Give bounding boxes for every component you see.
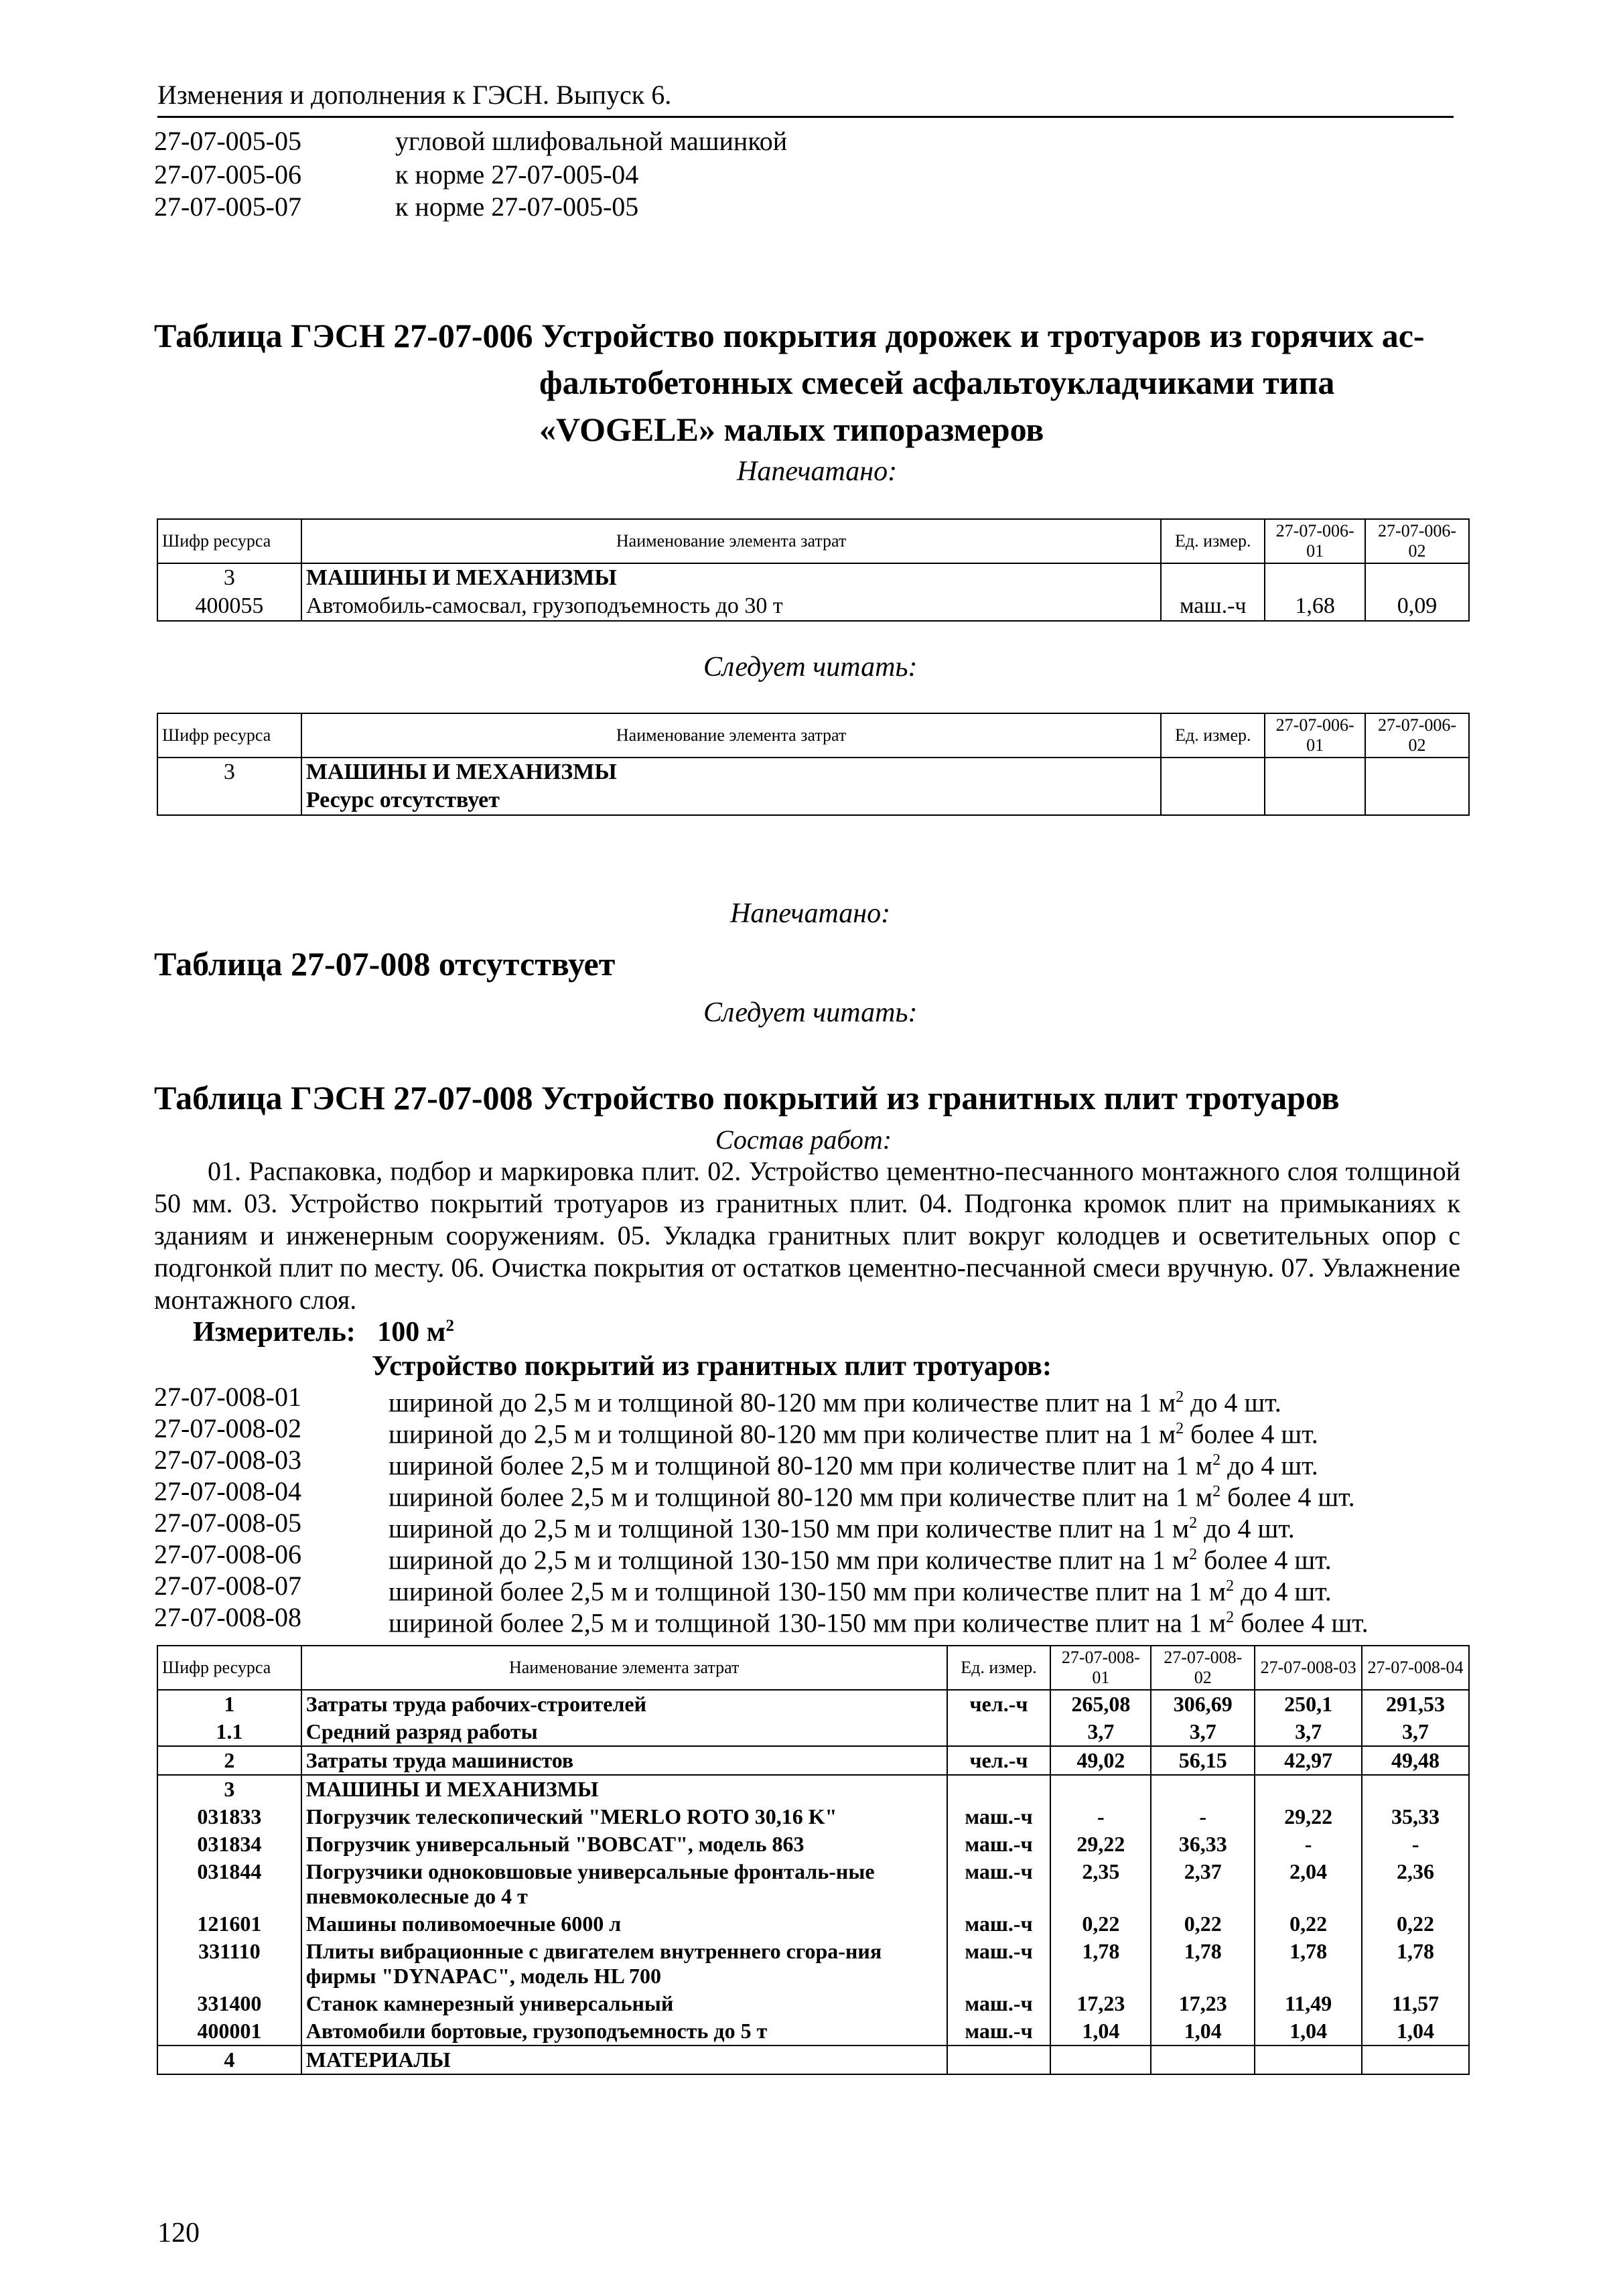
table-008-title: Таблица ГЭСН 27-07-008 Устройство покрытий из гранитных плит тротуаров bbox=[154, 1079, 1340, 1117]
cell-unit bbox=[947, 2046, 1051, 2074]
cell-name: Погрузчик универсальный "BOBCAT", модель 863 bbox=[301, 1831, 947, 1858]
cell-v1 bbox=[1050, 1775, 1151, 1803]
variant-code: 27-07-008-06 bbox=[154, 1539, 301, 1569]
cell-v2 bbox=[1151, 2046, 1255, 2074]
variant-text-pre: шириной до 2,5 м и толщиной 80-120 мм при количестве плит на 1 м bbox=[389, 1419, 1176, 1449]
variant-text-pre: шириной более 2,5 м и толщиной 80-120 мм при количестве плит на 1 м bbox=[389, 1450, 1213, 1481]
cell-code: 400001 bbox=[157, 2017, 301, 2046]
cell-name: Затраты труда рабочих-строителей bbox=[301, 1690, 947, 1718]
cell-unit bbox=[947, 1718, 1051, 1746]
cell-name: Автомобили бортовые, грузоподъемность до 5 т bbox=[301, 2017, 947, 2046]
header-col2: 27-07-008-02 bbox=[1151, 1646, 1255, 1690]
cell-name: Затраты труда машинистов bbox=[301, 1746, 947, 1775]
intro-code: 27-07-005-05 bbox=[154, 126, 301, 156]
cell-code bbox=[157, 786, 301, 815]
cell-v3 bbox=[1255, 2046, 1362, 2074]
table-row bbox=[157, 758, 1469, 786]
variant-code: 27-07-008-08 bbox=[154, 1602, 301, 1632]
measurer-label: Измеритель: bbox=[193, 1317, 356, 1348]
cell-name: МАШИНЫ И МЕХАНИЗМЫ bbox=[301, 758, 1162, 786]
table-row bbox=[157, 1910, 1469, 1938]
cell-v4 bbox=[1362, 1775, 1469, 1803]
cell-code: 121601 bbox=[157, 1910, 301, 1938]
header-name: Наименование элемента затрат bbox=[301, 519, 1161, 563]
cell-v4: 49,48 bbox=[1362, 1746, 1469, 1775]
cell-code: 031834 bbox=[157, 1831, 301, 1858]
cell-v2: 2,37 bbox=[1151, 1858, 1255, 1910]
table-006-should-read bbox=[157, 713, 1470, 816]
cell-v1: 1,78 bbox=[1050, 1938, 1151, 1990]
cell-v2 bbox=[1151, 1775, 1255, 1803]
header-col2: 27-07-006-02 bbox=[1365, 519, 1469, 563]
composition-text: 01. Распаковка, подбор и маркировка плит. 02. Устройство цементно-песчанного монтажного слоя толщиной 50 мм. 03. Устройство покрытий тротуаров из гранитных плит. 04. Подгонка кромок плит на примыканиях к зданиям и инженерным сооружениям. 05. Укладка гранитных плит вокруг колодцев и осветительных опор с подгонкой плит по месту. 06. Очистка покрытия от остатков цементно-песчанной смеси вручную. 07. Увлажнение монтажного слоя. bbox=[154, 1156, 1460, 1315]
cell-v2 bbox=[1365, 563, 1469, 592]
variant-text-pre: шириной более 2,5 м и толщиной 130-150 мм при количестве плит на 1 м bbox=[389, 1607, 1227, 1638]
header-code: Шифр ресурса bbox=[157, 1646, 301, 1690]
variant-text-post: более 4 шт. bbox=[1234, 1607, 1369, 1638]
cell-name: Средний разряд работы bbox=[301, 1718, 947, 1746]
variant-sup: 2 bbox=[1226, 1609, 1235, 1626]
cell-code: 031833 bbox=[157, 1803, 301, 1831]
cell-v4 bbox=[1362, 2046, 1469, 2074]
cell-v3: - bbox=[1255, 1831, 1362, 1858]
table-header-row bbox=[157, 1646, 1469, 1690]
header-col1: 27-07-008-01 bbox=[1050, 1646, 1151, 1690]
variant-code: 27-07-008-05 bbox=[154, 1508, 301, 1538]
cell-v2: 0,09 bbox=[1365, 592, 1469, 621]
variant-text-post: до 4 шт. bbox=[1197, 1513, 1295, 1544]
cell-code: 1 bbox=[157, 1690, 301, 1718]
cell-name: Погрузчик телескопический "MERLO ROTO 30,16 K" bbox=[301, 1803, 947, 1831]
table-row bbox=[157, 1746, 1469, 1775]
table-row bbox=[157, 2017, 1469, 2046]
table-row bbox=[157, 1938, 1469, 1990]
variant-sup: 2 bbox=[1176, 1388, 1184, 1406]
intro-line bbox=[154, 125, 1460, 158]
cell-v4: 11,57 bbox=[1362, 1990, 1469, 2017]
cell-v4: 3,7 bbox=[1362, 1718, 1469, 1746]
cell-empty bbox=[1161, 786, 1265, 815]
cell-v3: 250,1 bbox=[1255, 1690, 1362, 1718]
cell-v4: 2,36 bbox=[1362, 1858, 1469, 1910]
table-006-printed bbox=[157, 518, 1470, 622]
table-row bbox=[157, 1775, 1469, 1803]
table-header-row bbox=[157, 519, 1469, 563]
table-row bbox=[157, 1718, 1469, 1746]
table-header-row bbox=[157, 713, 1469, 758]
cell-v1: 49,02 bbox=[1050, 1746, 1151, 1775]
table-row bbox=[157, 1803, 1469, 1831]
cell-v1: 17,23 bbox=[1050, 1990, 1151, 2017]
table-row bbox=[157, 1690, 1469, 1718]
cell-unit: маш.-ч bbox=[947, 2017, 1051, 2046]
cell-v4: - bbox=[1362, 1831, 1469, 1858]
cell-v3: 11,49 bbox=[1255, 1990, 1362, 2017]
cell-v1: 1,68 bbox=[1265, 592, 1365, 621]
header-unit: Ед. измер. bbox=[947, 1646, 1051, 1690]
variant-text-pre: шириной до 2,5 м и толщиной 130-150 мм при количестве плит на 1 м bbox=[389, 1545, 1190, 1575]
variant-sup: 2 bbox=[1189, 1546, 1198, 1563]
table-row bbox=[157, 1990, 1469, 2017]
cell-unit: маш.-ч bbox=[947, 1990, 1051, 2017]
header-col3: 27-07-008-03 bbox=[1255, 1646, 1362, 1690]
caption-printed: Напечатано: bbox=[737, 456, 898, 487]
cell-code: 331110 bbox=[157, 1938, 301, 1990]
cell-unit bbox=[947, 1775, 1051, 1803]
cell-name: Машины поливомоечные 6000 л bbox=[301, 1910, 947, 1938]
table-row bbox=[157, 786, 1469, 815]
header-col1: 27-07-006-01 bbox=[1265, 713, 1365, 758]
cell-v3: 29,22 bbox=[1255, 1803, 1362, 1831]
variant-sup: 2 bbox=[1189, 1514, 1198, 1532]
intro-code: 27-07-005-07 bbox=[154, 192, 301, 222]
caption-printed: Напечатано: bbox=[730, 898, 891, 929]
table-row bbox=[157, 1831, 1469, 1858]
cell-v2: 306,69 bbox=[1151, 1690, 1255, 1718]
variant-code: 27-07-008-07 bbox=[154, 1571, 301, 1601]
title-line-3: «VOGELE» малых типоразмеров bbox=[539, 411, 1044, 448]
cell-code: 2 bbox=[157, 1746, 301, 1775]
cell-empty bbox=[1161, 758, 1265, 786]
cell-v3: 1,04 bbox=[1255, 2017, 1362, 2046]
header-col2: 27-07-006-02 bbox=[1365, 713, 1469, 758]
cell-unit: маш.-ч bbox=[947, 1831, 1051, 1858]
page-number: 120 bbox=[157, 2218, 200, 2248]
cell-unit: чел.-ч bbox=[947, 1690, 1051, 1718]
measurer-sup: 2 bbox=[445, 1317, 454, 1335]
header-name: Наименование элемента затрат bbox=[301, 713, 1162, 758]
table-row bbox=[157, 563, 1469, 592]
variant-text-post: более 4 шт. bbox=[1197, 1545, 1332, 1575]
cell-v4: 35,33 bbox=[1362, 1803, 1469, 1831]
cell-v3: 1,78 bbox=[1255, 1938, 1362, 1990]
cell-v1: 3,7 bbox=[1050, 1718, 1151, 1746]
cell-v2: 3,7 bbox=[1151, 1718, 1255, 1746]
intro-line bbox=[154, 190, 1460, 224]
cell-name: Автомобиль-самосвал, грузоподъемность до 30 т bbox=[301, 592, 1161, 621]
header-unit: Ед. измер. bbox=[1161, 519, 1265, 563]
title-line-1: Таблица ГЭСН 27-07-006 Устройство покрытия дорожек и тротуаров из горячих ас- bbox=[154, 317, 1425, 354]
cell-code: 3 bbox=[157, 563, 301, 592]
table-row bbox=[157, 1858, 1469, 1910]
intro-code: 27-07-005-06 bbox=[154, 159, 301, 190]
table-row bbox=[157, 2046, 1469, 2074]
cell-unit: маш.-ч bbox=[947, 1910, 1051, 1938]
cell-unit: маш.-ч bbox=[947, 1938, 1051, 1990]
variant-sup: 2 bbox=[1212, 1483, 1221, 1500]
page-header bbox=[157, 79, 1454, 118]
cell-v4: 291,53 bbox=[1362, 1690, 1469, 1718]
header-code: Шифр ресурса bbox=[157, 713, 301, 758]
measurer-value: 100 м bbox=[377, 1317, 446, 1348]
cell-code: 1.1 bbox=[157, 1718, 301, 1746]
variant-line bbox=[154, 1601, 1460, 1639]
variant-text-pre: шириной до 2,5 м и толщиной 130-150 мм при количестве плит на 1 м bbox=[389, 1513, 1190, 1544]
cell-v1: 0,22 bbox=[1050, 1910, 1151, 1938]
cell-v1: - bbox=[1050, 1803, 1151, 1831]
header-col4: 27-07-008-04 bbox=[1362, 1646, 1469, 1690]
cell-v4: 1,04 bbox=[1362, 2017, 1469, 2046]
header-col1: 27-07-006-01 bbox=[1265, 519, 1365, 563]
cell-unit: маш.-ч bbox=[1161, 592, 1265, 621]
cell-v1: 265,08 bbox=[1050, 1690, 1151, 1718]
header-name: Наименование элемента затрат bbox=[301, 1646, 947, 1690]
cell-empty bbox=[1365, 786, 1469, 815]
cell-v3: 2,04 bbox=[1255, 1858, 1362, 1910]
cell-v2: 56,15 bbox=[1151, 1746, 1255, 1775]
cell-v1 bbox=[1050, 2046, 1151, 2074]
cell-code: 3 bbox=[157, 1775, 301, 1803]
cell-v3 bbox=[1255, 1775, 1362, 1803]
cell-v1: 2,35 bbox=[1050, 1858, 1151, 1910]
variant-text bbox=[389, 1601, 1369, 1639]
cell-code: 400055 bbox=[157, 592, 301, 621]
variant-code: 27-07-008-03 bbox=[154, 1445, 301, 1475]
variant-text-post: до 4 шт. bbox=[1220, 1450, 1318, 1481]
variant-text-post: до 4 шт. bbox=[1184, 1387, 1281, 1418]
cell-code: 3 bbox=[157, 758, 301, 786]
measurer bbox=[193, 1316, 454, 1348]
cell-name: МАШИНЫ И МЕХАНИЗМЫ bbox=[301, 563, 1161, 592]
cell-v2: 17,23 bbox=[1151, 1990, 1255, 2017]
cell-code: 331400 bbox=[157, 1990, 301, 2017]
cell-unit: чел.-ч bbox=[947, 1746, 1051, 1775]
cell-v3: 0,22 bbox=[1255, 1910, 1362, 1938]
cell-unit: маш.-ч bbox=[947, 1803, 1051, 1831]
cell-empty bbox=[1365, 758, 1469, 786]
cell-v1: 29,22 bbox=[1050, 1831, 1151, 1858]
composition-title: Состав работ: bbox=[715, 1125, 892, 1155]
cell-v4: 0,22 bbox=[1362, 1910, 1469, 1938]
header-code: Шифр ресурса bbox=[157, 519, 301, 563]
variant-code: 27-07-008-02 bbox=[154, 1413, 301, 1443]
variant-code: 27-07-008-04 bbox=[154, 1476, 301, 1506]
variant-text-post: более 4 шт. bbox=[1220, 1482, 1355, 1512]
cell-empty bbox=[1265, 758, 1365, 786]
title-line-2: фальтобетонных смесей асфальтоукладчиками типа bbox=[539, 364, 1335, 401]
intro-text: к норме 27-07-005-05 bbox=[395, 192, 639, 222]
cell-name: Ресурс отсутствует bbox=[301, 786, 1162, 815]
intro-text: к норме 27-07-005-04 bbox=[395, 159, 639, 190]
table-008 bbox=[157, 1645, 1470, 2075]
variant-sup: 2 bbox=[1176, 1420, 1184, 1437]
cell-v2: - bbox=[1151, 1803, 1255, 1831]
cell-v2: 0,22 bbox=[1151, 1910, 1255, 1938]
variant-text-pre: шириной до 2,5 м и толщиной 80-120 мм при количестве плит на 1 м bbox=[389, 1387, 1176, 1418]
cell-v1 bbox=[1265, 563, 1365, 592]
variant-sup: 2 bbox=[1212, 1451, 1221, 1469]
caption-should-read: Следует читать: bbox=[703, 652, 918, 683]
variant-text-post: более 4 шт. bbox=[1184, 1419, 1318, 1449]
cell-name: Плиты вибрационные с двигателем внутреннего сгора-ния фирмы "DYNAPAC", модель HL 700 bbox=[301, 1938, 947, 1990]
variants-title: Устройство покрытий из гранитных плит тротуаров: bbox=[372, 1351, 1052, 1382]
table-006-title bbox=[154, 312, 1460, 453]
cell-name: МАТЕРИАЛЫ bbox=[301, 2046, 947, 2074]
cell-v2: 36,33 bbox=[1151, 1831, 1255, 1858]
cell-v4: 1,78 bbox=[1362, 1938, 1469, 1990]
table-row bbox=[157, 592, 1469, 621]
table-008-absent: Таблица 27-07-008 отсутствует bbox=[154, 945, 616, 983]
cell-v3: 42,97 bbox=[1255, 1746, 1362, 1775]
variant-code: 27-07-008-01 bbox=[154, 1382, 301, 1412]
variant-text-pre: шириной более 2,5 м и толщиной 80-120 мм при количестве плит на 1 м bbox=[389, 1482, 1213, 1512]
intro-line bbox=[154, 158, 1460, 192]
variant-sup: 2 bbox=[1226, 1577, 1235, 1595]
cell-v2: 1,78 bbox=[1151, 1938, 1255, 1990]
cell-empty bbox=[1265, 786, 1365, 815]
cell-v1: 1,04 bbox=[1050, 2017, 1151, 2046]
variant-text-post: до 4 шт. bbox=[1234, 1576, 1332, 1607]
cell-name: Станок камнерезный универсальный bbox=[301, 1990, 947, 2017]
cell-unit bbox=[1161, 563, 1265, 592]
variant-text-pre: шириной более 2,5 м и толщиной 130-150 мм при количестве плит на 1 м bbox=[389, 1576, 1227, 1607]
intro-text: угловой шлифовальной машинкой bbox=[395, 126, 788, 156]
cell-unit: маш.-ч bbox=[947, 1858, 1051, 1910]
cell-code: 4 bbox=[157, 2046, 301, 2074]
cell-name: МАШИНЫ И МЕХАНИЗМЫ bbox=[301, 1775, 947, 1803]
cell-code: 031844 bbox=[157, 1858, 301, 1910]
cell-name: Погрузчики одноковшовые универсальные фронталь-ные пневмоколесные до 4 т bbox=[301, 1858, 947, 1910]
header-unit: Ед. измер. bbox=[1161, 713, 1265, 758]
cell-v2: 1,04 bbox=[1151, 2017, 1255, 2046]
caption-should-read: Следует читать: bbox=[703, 997, 918, 1028]
cell-v3: 3,7 bbox=[1255, 1718, 1362, 1746]
header-text: Изменения и дополнения к ГЭСН. Выпуск 6. bbox=[157, 80, 672, 110]
